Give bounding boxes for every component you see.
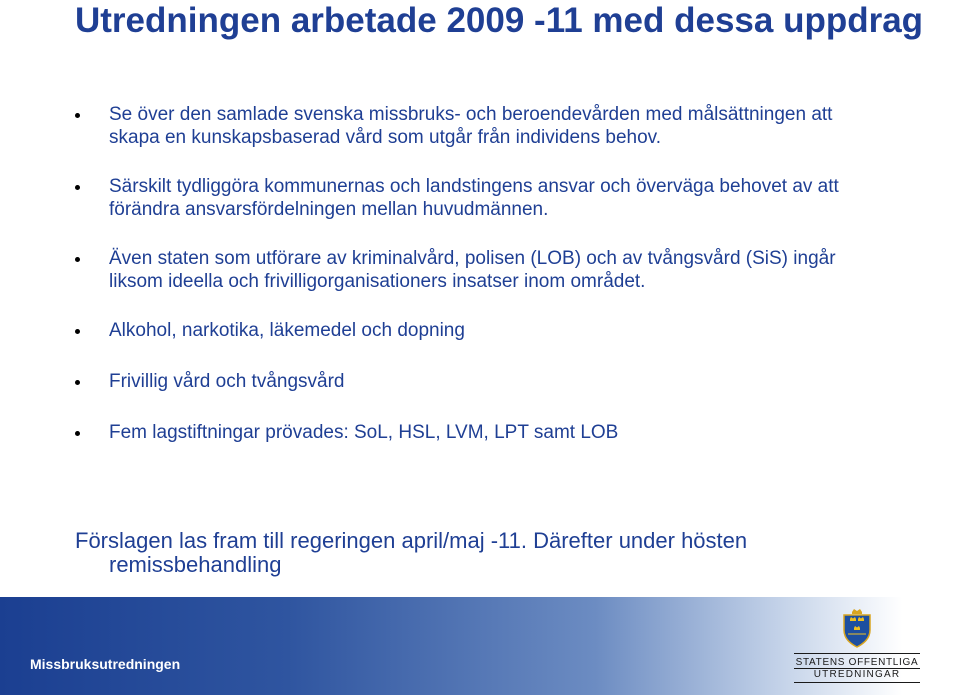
- bullet-icon: [75, 113, 80, 118]
- sou-logo: [792, 608, 922, 688]
- bullet-item-3: [75, 248, 875, 293]
- bullet-icon: [75, 185, 80, 190]
- bullet-icon: [75, 329, 80, 334]
- bullet-icon: [75, 257, 80, 262]
- bullet-list: [75, 104, 875, 445]
- bullet-text-4: Alkohol, narkotika, läkemedel och dopning: [109, 320, 465, 341]
- closing-line-1: Förslagen las fram till regeringen april/maj -11. Därefter under hösten: [75, 528, 748, 553]
- logo-divider-bottom: [794, 682, 920, 683]
- closing-line-2: remissbehandling: [109, 552, 282, 577]
- three-crowns-crest-icon: [841, 608, 873, 648]
- logo-text-line-2: UTREDNINGAR: [813, 669, 901, 680]
- bullet-text-6: Fem lagstiftningar prövades: SoL, HSL, LVM, LPT samt LOB: [109, 422, 619, 443]
- footer-label: Missbruksutredningen: [30, 656, 181, 672]
- logo-divider-top: [794, 653, 920, 654]
- bullet-text-2: Särskilt tydliggöra kommunernas och landstingens ansvar och överväga behovet av att förändra ansvarsfördelningen mellan huvudmännen.: [109, 176, 839, 220]
- bullet-item-2: [75, 176, 875, 221]
- slide-title: Utredningen arbetade 2009 -11 med dessa uppdrag: [75, 1, 924, 40]
- logo-text-line-1: STATENS OFFENTLIGA: [795, 657, 919, 668]
- bullet-text-3: Även staten som utförare av kriminalvård, polisen (LOB) och av tvångsvård (SiS) ingår liksom ideella och frivilligorganisationers insatser inom området.: [109, 248, 836, 292]
- bullet-text-5: Frivillig vård och tvångsvård: [109, 370, 345, 392]
- closing-statement: [75, 529, 895, 577]
- bullet-icon: [75, 431, 80, 436]
- bullet-item-4: [75, 320, 875, 343]
- bullet-icon: [75, 380, 80, 385]
- bullet-item-5: [75, 371, 875, 394]
- bullet-item-1: [75, 104, 875, 149]
- bullet-item-6: [75, 422, 875, 445]
- bullet-text-1: Se över den samlade svenska missbruks- och beroendevården med målsättningen att skapa en kunskapsbaserad vård som utgår från individens behov.: [109, 104, 833, 148]
